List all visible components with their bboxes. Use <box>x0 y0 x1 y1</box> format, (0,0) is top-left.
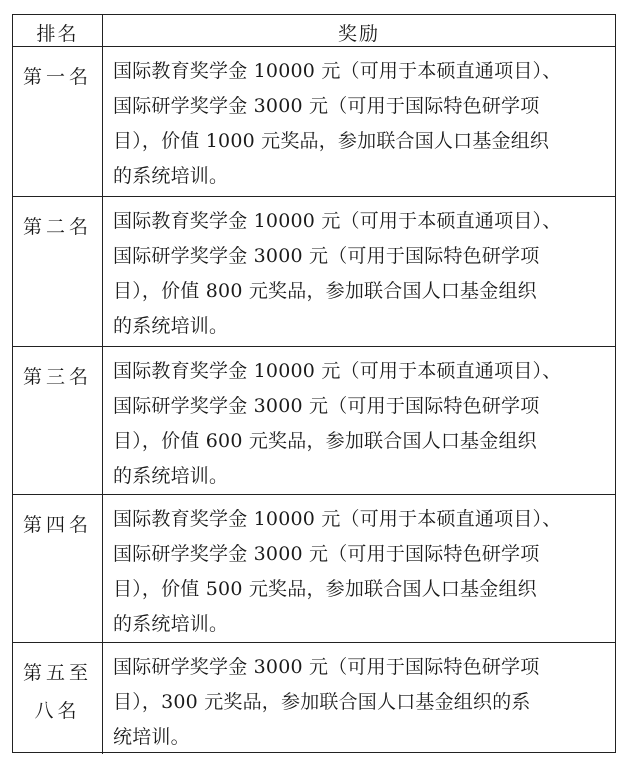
reward-line: 国际研学奖学金 3000 元（可用于国际特色研学项 <box>113 395 540 417</box>
reward-line: 国际研学奖学金 3000 元（可用于国际特色研学项 <box>113 95 540 117</box>
reward-line: 国际研学奖学金 3000 元（可用于国际特色研学项 <box>113 656 540 678</box>
reward-cell <box>103 47 615 196</box>
reward-line: 国际教育奖学金 10000 元（可用于本硕直通项目）、 <box>113 210 562 232</box>
header-cell-rank <box>13 15 103 46</box>
rank-cell <box>13 47 103 196</box>
table-row <box>13 197 615 347</box>
reward-line: 国际教育奖学金 10000 元（可用于本硕直通项目）、 <box>113 508 562 530</box>
rewards-table <box>12 14 616 753</box>
reward-line: 目），300 元奖品，参加联合国人口基金组织的系 <box>113 691 531 713</box>
table-row <box>13 47 615 197</box>
reward-line: 的系统培训。 <box>113 315 229 337</box>
reward-line: 国际教育奖学金 10000 元（可用于本硕直通项目）、 <box>113 360 562 382</box>
rank-cell <box>13 347 103 494</box>
rank-cell <box>13 643 103 754</box>
header-reward-label: 奖励 <box>337 23 380 45</box>
reward-line: 国际研学奖学金 3000 元（可用于国际特色研学项 <box>113 543 540 565</box>
rank-cell <box>13 197 103 346</box>
header-cell-reward <box>103 15 615 46</box>
rank-label: 第三名 <box>22 366 92 388</box>
reward-line: 的系统培训。 <box>113 165 229 187</box>
table-row <box>13 495 615 643</box>
reward-cell <box>103 347 615 494</box>
reward-cell <box>103 197 615 346</box>
reward-cell <box>103 495 615 642</box>
reward-line: 国际研学奖学金 3000 元（可用于国际特色研学项 <box>113 245 540 267</box>
header-rank-label: 排名 <box>36 23 79 45</box>
rank-label: 第二名 <box>22 216 92 238</box>
reward-line: 的系统培训。 <box>113 613 229 635</box>
reward-line: 的系统培训。 <box>113 465 229 487</box>
rank-label: 第一名 <box>22 66 92 88</box>
table-row <box>13 347 615 495</box>
reward-line: 目），价值 600 元奖品，参加联合国人口基金组织 <box>113 430 537 452</box>
table-header-row <box>13 15 615 47</box>
rank-label: 第四名 <box>22 514 92 536</box>
reward-line: 国际教育奖学金 10000 元（可用于本硕直通项目）、 <box>113 60 562 82</box>
reward-line: 目），价值 500 元奖品，参加联合国人口基金组织 <box>113 578 537 600</box>
reward-cell <box>103 643 615 754</box>
rank-cell <box>13 495 103 642</box>
reward-line: 目），价值 800 元奖品，参加联合国人口基金组织 <box>113 280 537 302</box>
table-row <box>13 643 615 754</box>
reward-line: 目），价值 1000 元奖品，参加联合国人口基金组织 <box>113 130 550 152</box>
rank-label: 第五至 八名 <box>22 662 92 722</box>
reward-line: 统培训。 <box>113 726 190 748</box>
